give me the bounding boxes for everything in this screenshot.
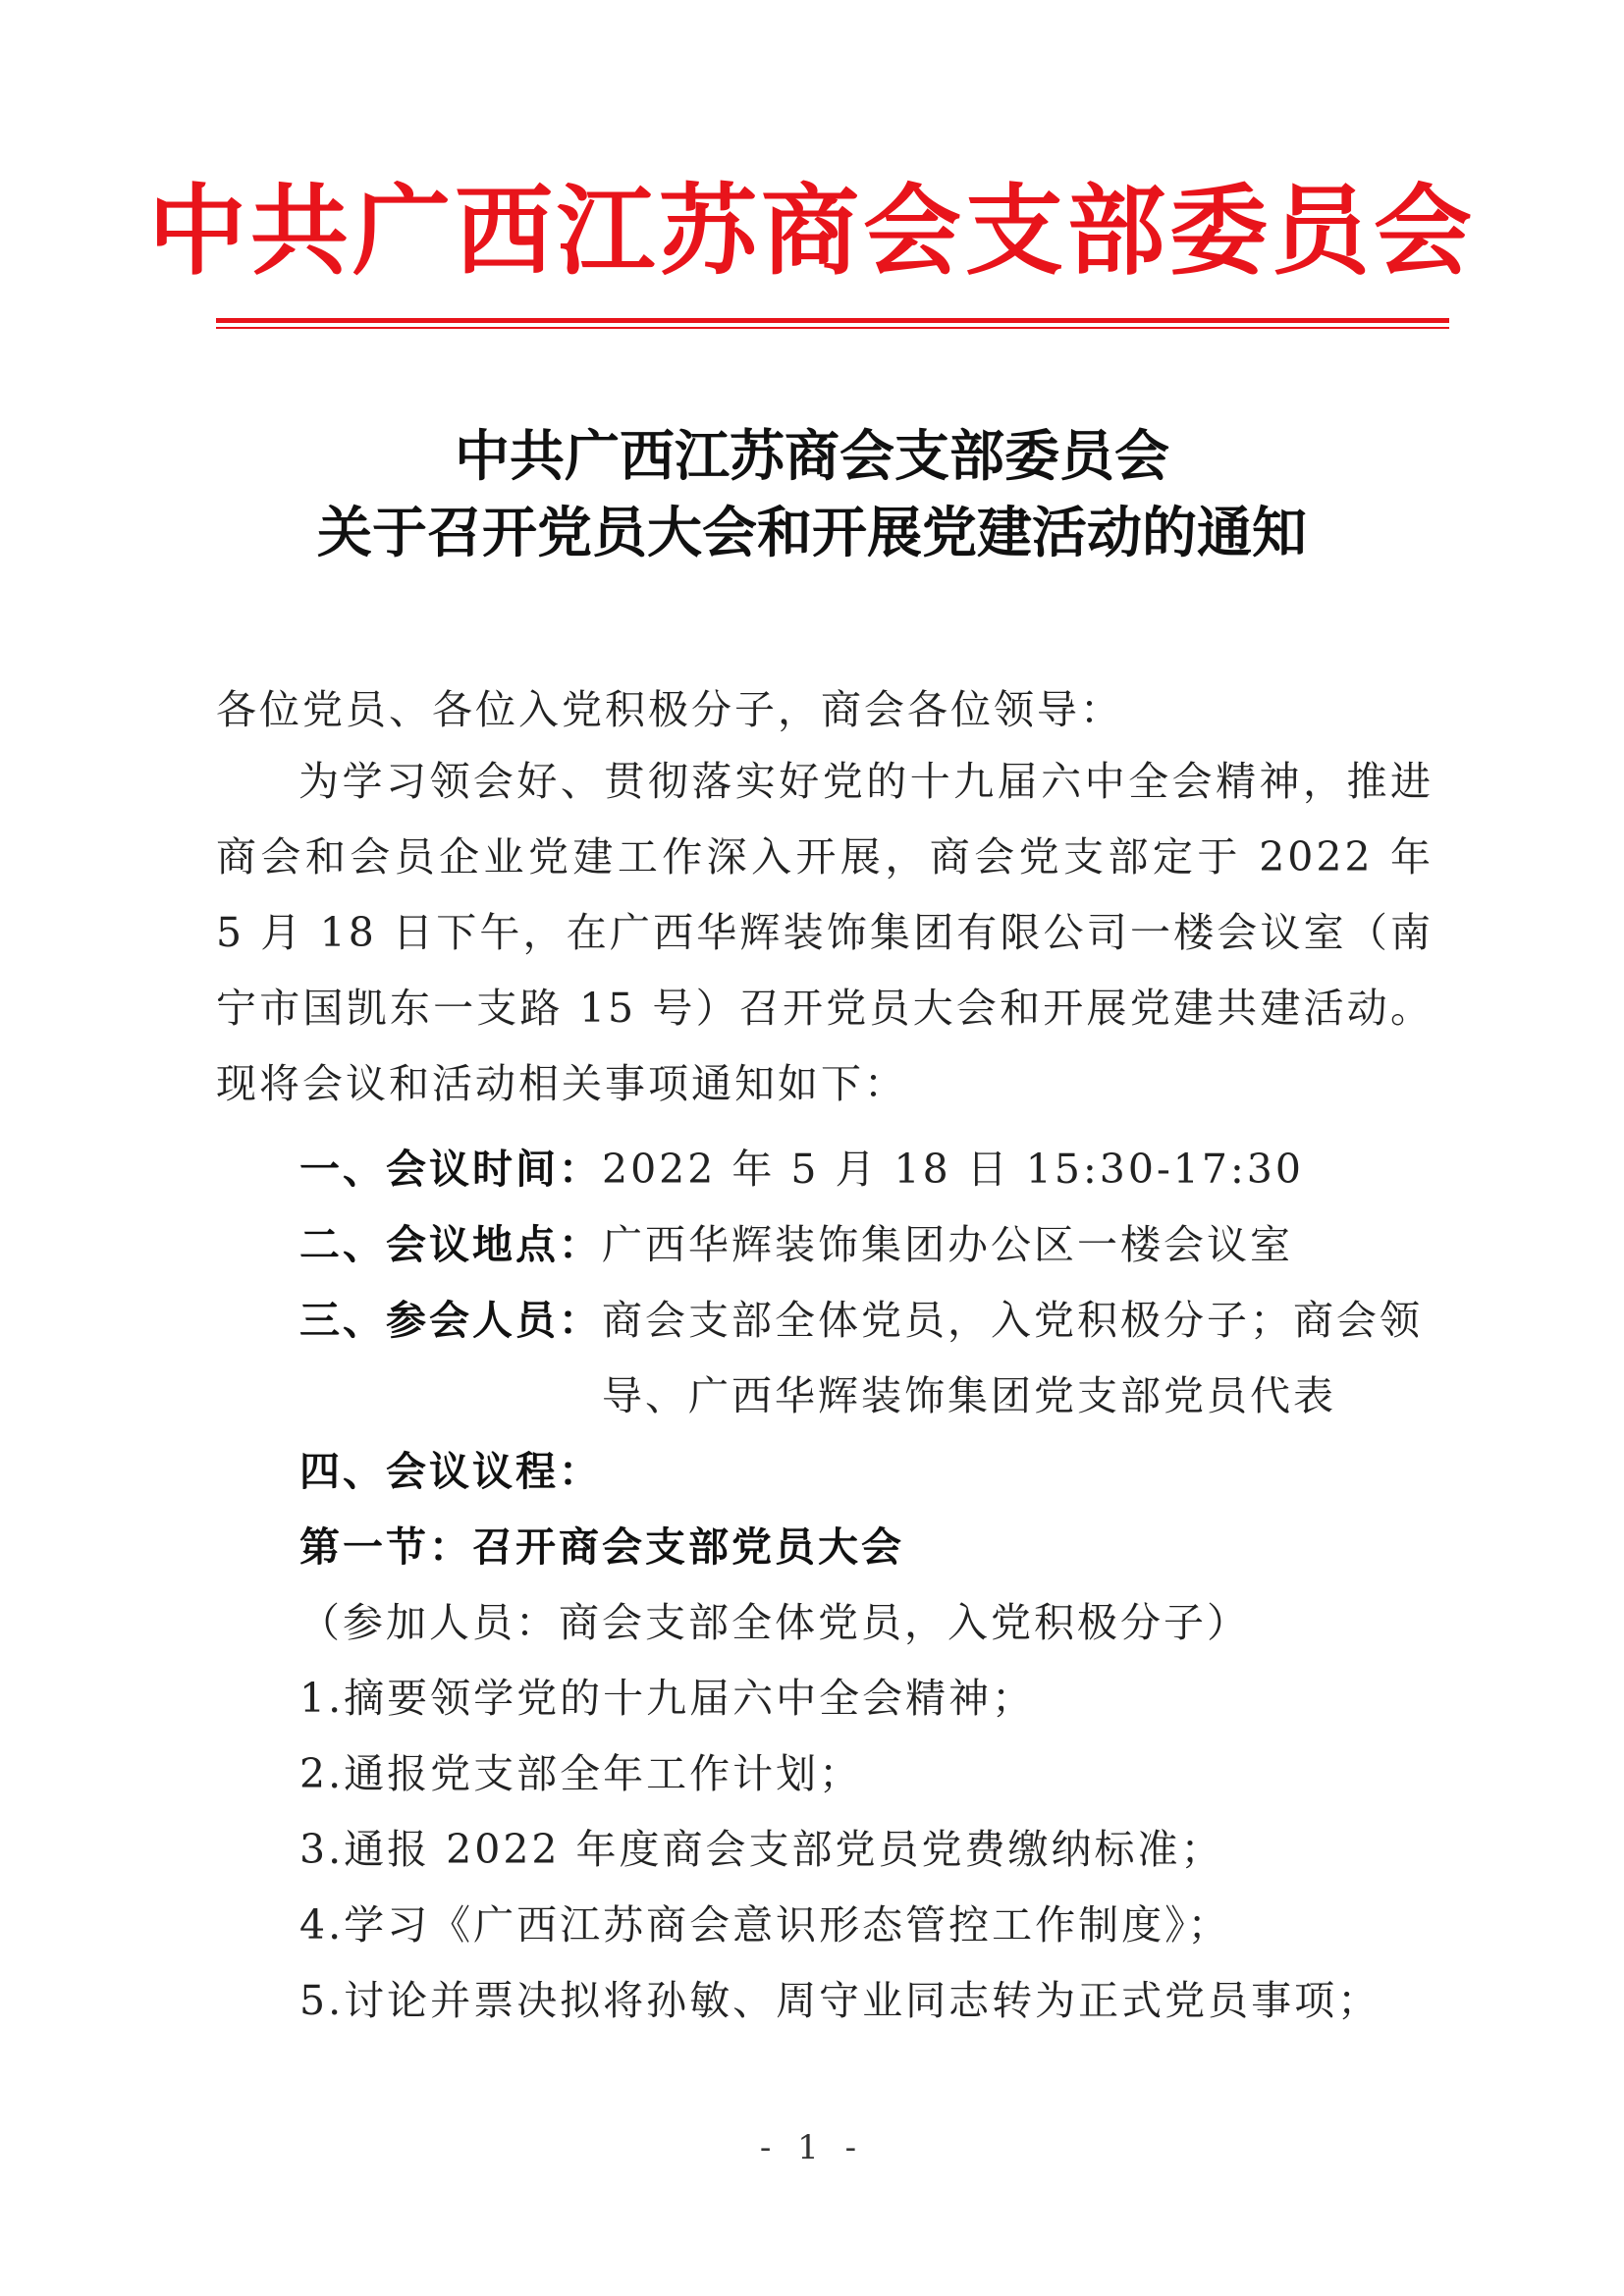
agenda-item: 5.讨论并票决拟将孙敏、周守业同志转为正式党员事项； [299, 1977, 1381, 2024]
masthead-title: 中共广西江苏商会支部委员会 [148, 174, 1476, 289]
meeting-place-value: 广西华辉装饰集团办公区一楼会议室 [602, 1221, 1293, 1268]
meeting-time-label: 一、会议时间： [299, 1146, 602, 1193]
meeting-time-value: 2022 年 5 月 18 日 15:30-17:30 [602, 1146, 1304, 1193]
meeting-place-label: 二、会议地点： [299, 1221, 602, 1268]
agenda-item: 3.通报 2022 年度商会支部党员党费缴纳标准； [299, 1826, 1224, 1873]
agenda-item: 1.摘要领学党的十九届六中全会精神； [299, 1675, 1036, 1722]
attendees-label: 三、参会人员： [299, 1297, 602, 1344]
agenda-label: 四、会议议程： [299, 1448, 602, 1495]
meeting-time-row [299, 1137, 1304, 1195]
agenda-item: 2.通报党支部全年工作计划； [299, 1750, 863, 1797]
page-number: - 1 - [759, 2128, 865, 2167]
masthead-rule-thin [216, 327, 1449, 329]
section1-participants: （参加人员：商会支部全体党员，入党积极分子） [299, 1599, 1250, 1646]
section1-heading: 第一节：召开商会支部党员大会 [299, 1523, 904, 1571]
intro-paragraph: 为学习领会好、贯彻落实好党的十九届六中全会精神，推进商会和会员企业党建工作深入开展，商会党支部定于 2022 年 5 月 18 日下午，在广西华辉装饰集团有限公司一楼会议室（南宁市国凯东一支路 15 号）召开党员大会和开展党建共建活动。现将会议和活动相关事项通知如下： [216, 758, 1434, 1107]
meeting-place-row [299, 1212, 1293, 1270]
masthead-rule-thick [216, 318, 1449, 323]
attendees-value-line2: 导、广西华辉装饰集团党支部党员代表 [602, 1372, 1336, 1419]
salutation: 各位党员、各位入党积极分子，商会各位领导： [216, 686, 1123, 733]
document-title-line2: 关于召开党员大会和开展党建活动的通知 [317, 501, 1307, 565]
attendees-value-line1: 商会支部全体党员，入党积极分子；商会领 [602, 1297, 1423, 1344]
agenda-item: 4.学习《广西江苏商会意识形态管控工作制度》； [299, 1901, 1231, 1949]
document-title-line1: 中共广西江苏商会支部委员会 [455, 424, 1169, 489]
attendees-row [299, 1288, 1423, 1346]
